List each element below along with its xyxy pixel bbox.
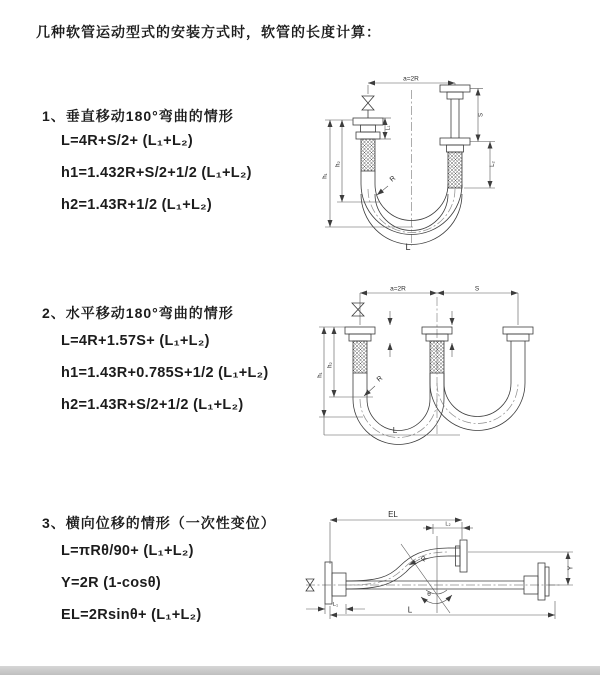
section-3-formula-Y: Y=2R (1-cosθ) xyxy=(61,575,161,591)
braided-hose-section xyxy=(430,341,444,373)
dim-label-l: L xyxy=(405,242,411,252)
section-3-formula-EL: EL=2Rsinθ+ (L₁+L₂) xyxy=(61,607,202,623)
dim-label-s: S xyxy=(474,285,480,293)
braided-hose-section xyxy=(353,341,367,373)
dim-label-h1: h₁ xyxy=(322,173,329,179)
dim-label-l1: L₁ xyxy=(385,125,392,131)
section-3-heading: 3、横向位移的情形（一次性变位） xyxy=(42,515,276,531)
diagram-vertical-180-bend xyxy=(305,72,560,257)
valve-icon xyxy=(362,96,374,110)
dim-label-r: R xyxy=(375,374,385,384)
dim-label-r: R xyxy=(388,174,398,184)
dim-label-theta: θ xyxy=(427,591,431,598)
dim-label-y: Y xyxy=(567,565,575,571)
dim-label-l2: L₂ xyxy=(445,521,451,528)
dim-label-l2: L₂ xyxy=(490,161,496,167)
section-1-formula-h1: h1=1.432R+S/2+1/2 (L₁+L₂) xyxy=(61,165,252,181)
section-1-heading: 1、垂直移动180°弯曲的情形 xyxy=(42,108,234,124)
dim-label-r: R xyxy=(420,554,429,564)
diagram-lateral-displacement xyxy=(298,506,592,648)
page-bottom-edge xyxy=(0,666,600,675)
dim-label-h2: h₂ xyxy=(327,362,334,368)
section-2-formula-h2: h2=1.43R+S/2+1/2 (L₁+L₂) xyxy=(61,397,244,413)
dim-label-s: S xyxy=(478,112,485,118)
section-2-formula-h1: h1=1.43R+0.785S+1/2 (L₁+L₂) xyxy=(61,365,269,381)
section-1-formula-L: L=4R+S/2+ (L₁+L₂) xyxy=(61,133,193,149)
dim-label-a2r: a=2R xyxy=(390,285,406,293)
section-3-formula-L: L=πRθ/90+ (L₁+L₂) xyxy=(61,543,194,559)
section-1-formula-h2: h2=1.43R+1/2 (L₁+L₂) xyxy=(61,197,213,213)
dim-label-el: EL xyxy=(388,510,398,519)
dim-label-l1: L₁ xyxy=(333,602,338,608)
dim-label-a2r: a=2R xyxy=(403,75,419,83)
page-title: 几种软管运动型式的安装方式时，软管的长度计算： xyxy=(36,24,381,40)
braided-hose-section xyxy=(361,139,375,171)
diagram-horizontal-180-bend xyxy=(315,283,575,453)
section-2-formula-L: L=4R+1.57S+ (L₁+L₂) xyxy=(61,333,210,349)
dim-label-h2: h₂ xyxy=(335,161,342,167)
dim-label-h1: h₁ xyxy=(317,372,324,378)
section-2-heading: 2、水平移动180°弯曲的情形 xyxy=(42,305,234,321)
braided-hose-section xyxy=(448,152,462,188)
dim-label-l: L xyxy=(407,605,413,615)
dim-label-l: L xyxy=(392,426,398,435)
valve-icon xyxy=(352,303,364,316)
